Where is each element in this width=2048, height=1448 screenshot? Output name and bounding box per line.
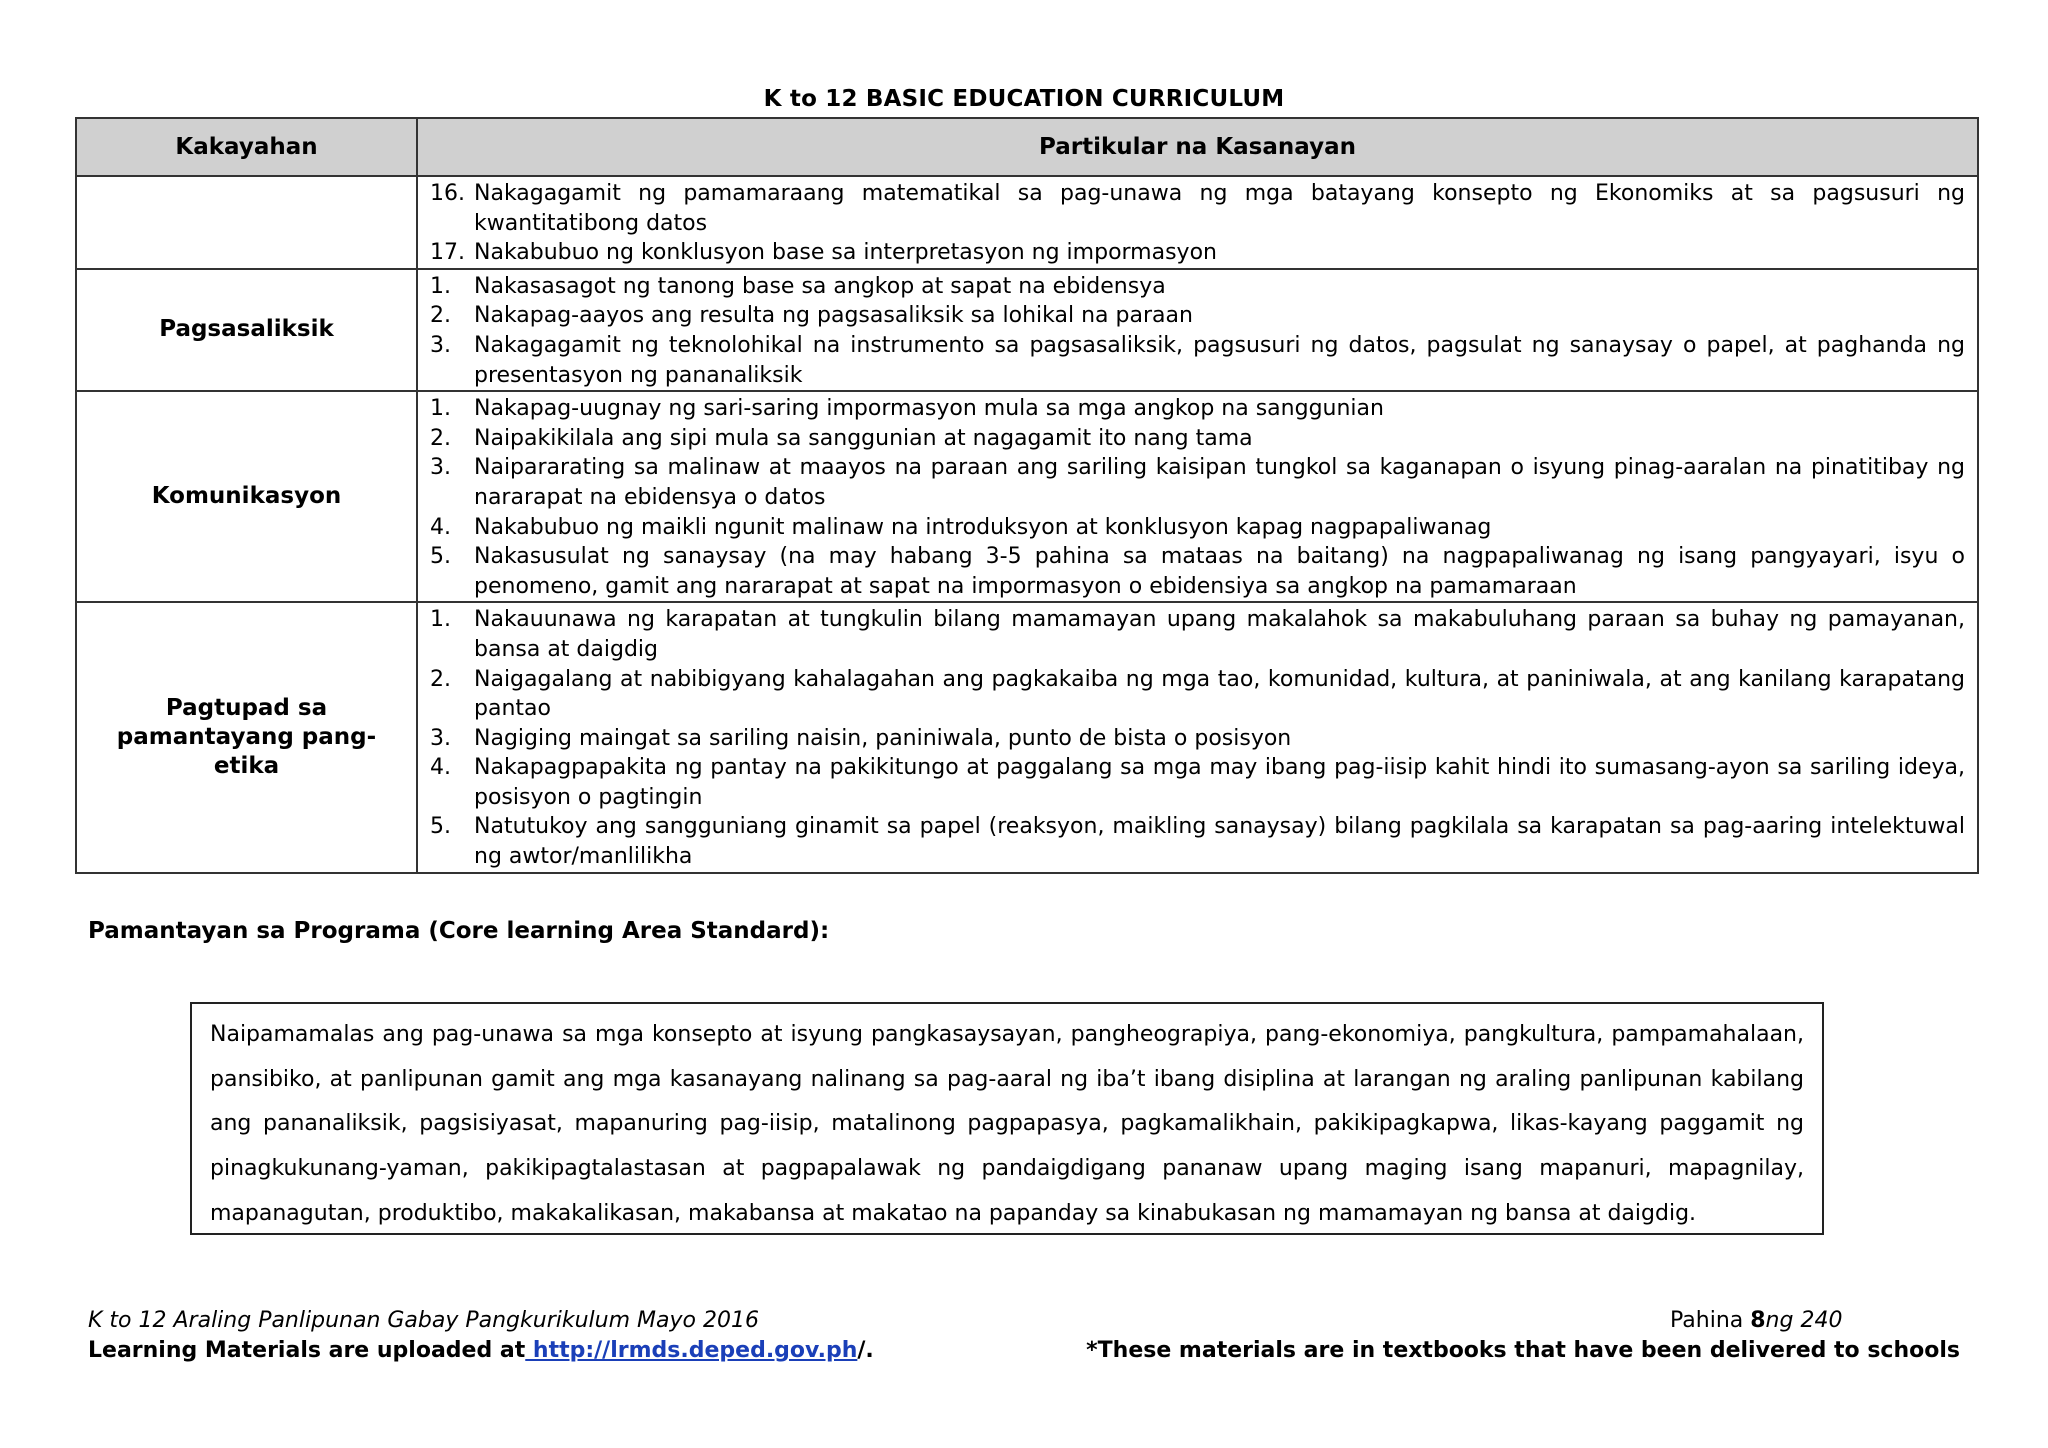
items-cell xyxy=(417,176,1978,269)
document-title: K to 12 BASIC EDUCATION CURRICULUM xyxy=(763,86,1285,112)
item-text: Nakagagamit ng pamamaraang matematikal sa pag-unawa ng mga batayang konsepto ng Ekonomiks at sa pagsusuri ng kwantitatibong datos xyxy=(474,181,1965,236)
table-header-row xyxy=(76,118,1978,176)
list-item xyxy=(430,453,1965,512)
list-item xyxy=(430,301,1965,331)
item-number: 1. xyxy=(430,607,451,633)
footer-guide-title: K to 12 Araling Panlipunan Gabay Pangkurikulum Mayo 2016 xyxy=(88,1308,759,1333)
item-number: 1. xyxy=(430,273,451,299)
page-total: ng 240 xyxy=(1765,1308,1843,1333)
item-text: Nakasusulat ng sanaysay (na may habang 3-5 pahina sa mataas na baitang) na nagpapaliwanag ng isang pangyayari, isyu o penomeno, gamit ang nararapat at sapat na impormasyon o ebidensiya sa angkop na pamamaraan xyxy=(474,544,1965,599)
list-item xyxy=(430,394,1965,424)
skill-cell: Pagtupad sa pamantayang pang-etika xyxy=(76,602,417,872)
item-number: 5. xyxy=(430,544,451,570)
item-number: 2. xyxy=(430,303,451,329)
item-number: 4. xyxy=(430,514,451,540)
list-item xyxy=(430,272,1965,302)
item-text: Nakapag-aayos ang resulta ng pagsasaliksik sa lohikal na paraan xyxy=(474,303,1193,329)
item-text: Naipararating sa malinaw at maayos na paraan ang sariling kaisipan tungkol sa kaganapan o isyung pinag-aaralan na pinatitibay ng nararapat na ebidensya o datos xyxy=(474,455,1965,510)
item-text: Nakagagamit ng teknolohikal na instrumento sa pagsasaliksik, pagsusuri ng datos, pagsulat ng sanaysay o papel, at paghanda ng presentasyon ng pananaliksik xyxy=(474,332,1965,388)
list-item xyxy=(430,812,1965,871)
item-number: 4. xyxy=(430,755,451,781)
list-item xyxy=(430,179,1965,238)
item-text: Nakasasagot ng tanong base sa angkop at sapat na ebidensya xyxy=(474,273,1166,299)
list-item xyxy=(430,724,1965,754)
list-item xyxy=(430,605,1965,664)
footer-uploaded-line xyxy=(88,1336,874,1366)
item-text: Nakabubuo ng maikli ngunit malinaw na introduksyon at konklusyon kapag nagpapaliwanag xyxy=(474,514,1492,540)
table-row xyxy=(76,391,1978,602)
items-cell xyxy=(417,269,1978,391)
column-header-kakayahan: Kakayahan xyxy=(76,118,417,176)
item-number: 1. xyxy=(430,396,451,422)
table-row xyxy=(76,602,1978,872)
skill-cell xyxy=(76,176,417,269)
footer-note: *These materials are in textbooks that have been delivered to schools xyxy=(1086,1338,1960,1363)
item-number: 3. xyxy=(430,455,451,481)
list-item xyxy=(430,665,1965,724)
page-number xyxy=(1670,1306,1842,1336)
item-number: 3. xyxy=(430,725,451,751)
item-text: Natutukoy ang sangguniang ginamit sa papel (reaksyon, maikling sanaysay) bilang pagkilala sa karapatan sa pag-aaring intelektuwal ng awtor/manlilikha xyxy=(474,814,1965,870)
item-text: Nakauunawa ng karapatan at tungkulin bilang mamamayan upang makalahok sa makabuluhang paraan sa buhay ng pamayanan, bansa at daigdig xyxy=(474,607,1965,662)
list-item xyxy=(430,331,1965,390)
items-cell xyxy=(417,602,1978,872)
skill-cell: Pagsasaliksik xyxy=(76,269,417,391)
list-item xyxy=(430,424,1965,454)
item-text: Naipakikilala ang sipi mula sa sanggunian at nagagamit ito nang tama xyxy=(474,425,1253,451)
list-item xyxy=(430,542,1965,601)
item-number: 17. xyxy=(430,240,465,266)
items-cell xyxy=(417,391,1978,602)
competency-list xyxy=(430,394,1965,601)
footer-left xyxy=(88,1306,874,1366)
item-text: Naigagalang at nabibigyang kahalagahan ang pagkakaiba ng mga tao, komunidad, kultura, at paniniwala, at ang kanilang karapatang pantao xyxy=(474,666,1965,722)
table-row xyxy=(76,269,1978,391)
item-number: 5. xyxy=(430,814,451,840)
lrmds-link[interactable]: http://lrmds.deped.gov.ph xyxy=(525,1338,858,1363)
standard-heading: Pamantayan sa Programa (Core learning Area Standard): xyxy=(88,918,830,944)
item-number: 2. xyxy=(430,425,451,451)
footer-uploaded-suffix: /. xyxy=(857,1338,874,1363)
table-row xyxy=(76,176,1978,269)
competency-list xyxy=(430,272,1965,390)
curriculum-table xyxy=(75,117,1979,874)
item-number: 16. xyxy=(430,181,465,206)
list-item xyxy=(430,753,1965,812)
column-header-kasanayan: Partikular na Kasanayan xyxy=(417,118,1978,176)
page-current: 8 xyxy=(1750,1308,1766,1333)
item-number: 2. xyxy=(430,666,451,692)
competency-list xyxy=(430,605,1965,871)
skill-cell: Komunikasyon xyxy=(76,391,417,602)
list-item xyxy=(430,513,1965,543)
item-text: Nakabubuo ng konklusyon base sa interpretasyon ng impormasyon xyxy=(474,240,1217,266)
item-text: Nagiging maingat sa sariling naisin, paniniwala, punto de bista o posisyon xyxy=(474,725,1292,751)
competency-list xyxy=(430,179,1965,268)
page-prefix: Pahina xyxy=(1670,1308,1751,1333)
item-text: Nakapag-uugnay ng sari-saring impormasyon mula sa mga angkop na sanggunian xyxy=(474,396,1384,422)
list-item xyxy=(430,238,1965,268)
item-text: Nakapagpapakita ng pantay na pakikitungo at paggalang sa mga may ibang pag-iisip kahit hindi ito sumasang-ayon sa sariling ideya, posisyon o pagtingin xyxy=(474,755,1965,810)
footer-uploaded-prefix: Learning Materials are uploaded at xyxy=(88,1338,526,1363)
item-number: 3. xyxy=(430,332,451,358)
standard-box: Naipamamalas ang pag-unawa sa mga konsepto at isyung pangkasaysayan, pangheograpiya, pang-ekonomiya, pangkultura, pampamahalaan, pansibiko, at panlipunan gamit ang mga kasanayang nalinang sa pag-aaral ng iba’t ibang disiplina at larangan ng araling panlipunan kabilang ang pananaliksik, pagsisiyasat, mapanuring pag-iisip, matalinong pagpapasya, pagkamalikhain, pakikipagkapwa, likas-kayang paggamit ng pinagkukunang-yaman, pakikipagtalastasan at pagpapalawak ng pandaigdigang pananaw upang maging isang mapanuri, mapagnilay, mapanagutan, produktibo, makakalikasan, makabansa at makatao na papanday sa kinabukasan ng mamamayan ng bansa at daigdig. xyxy=(190,1002,1824,1235)
